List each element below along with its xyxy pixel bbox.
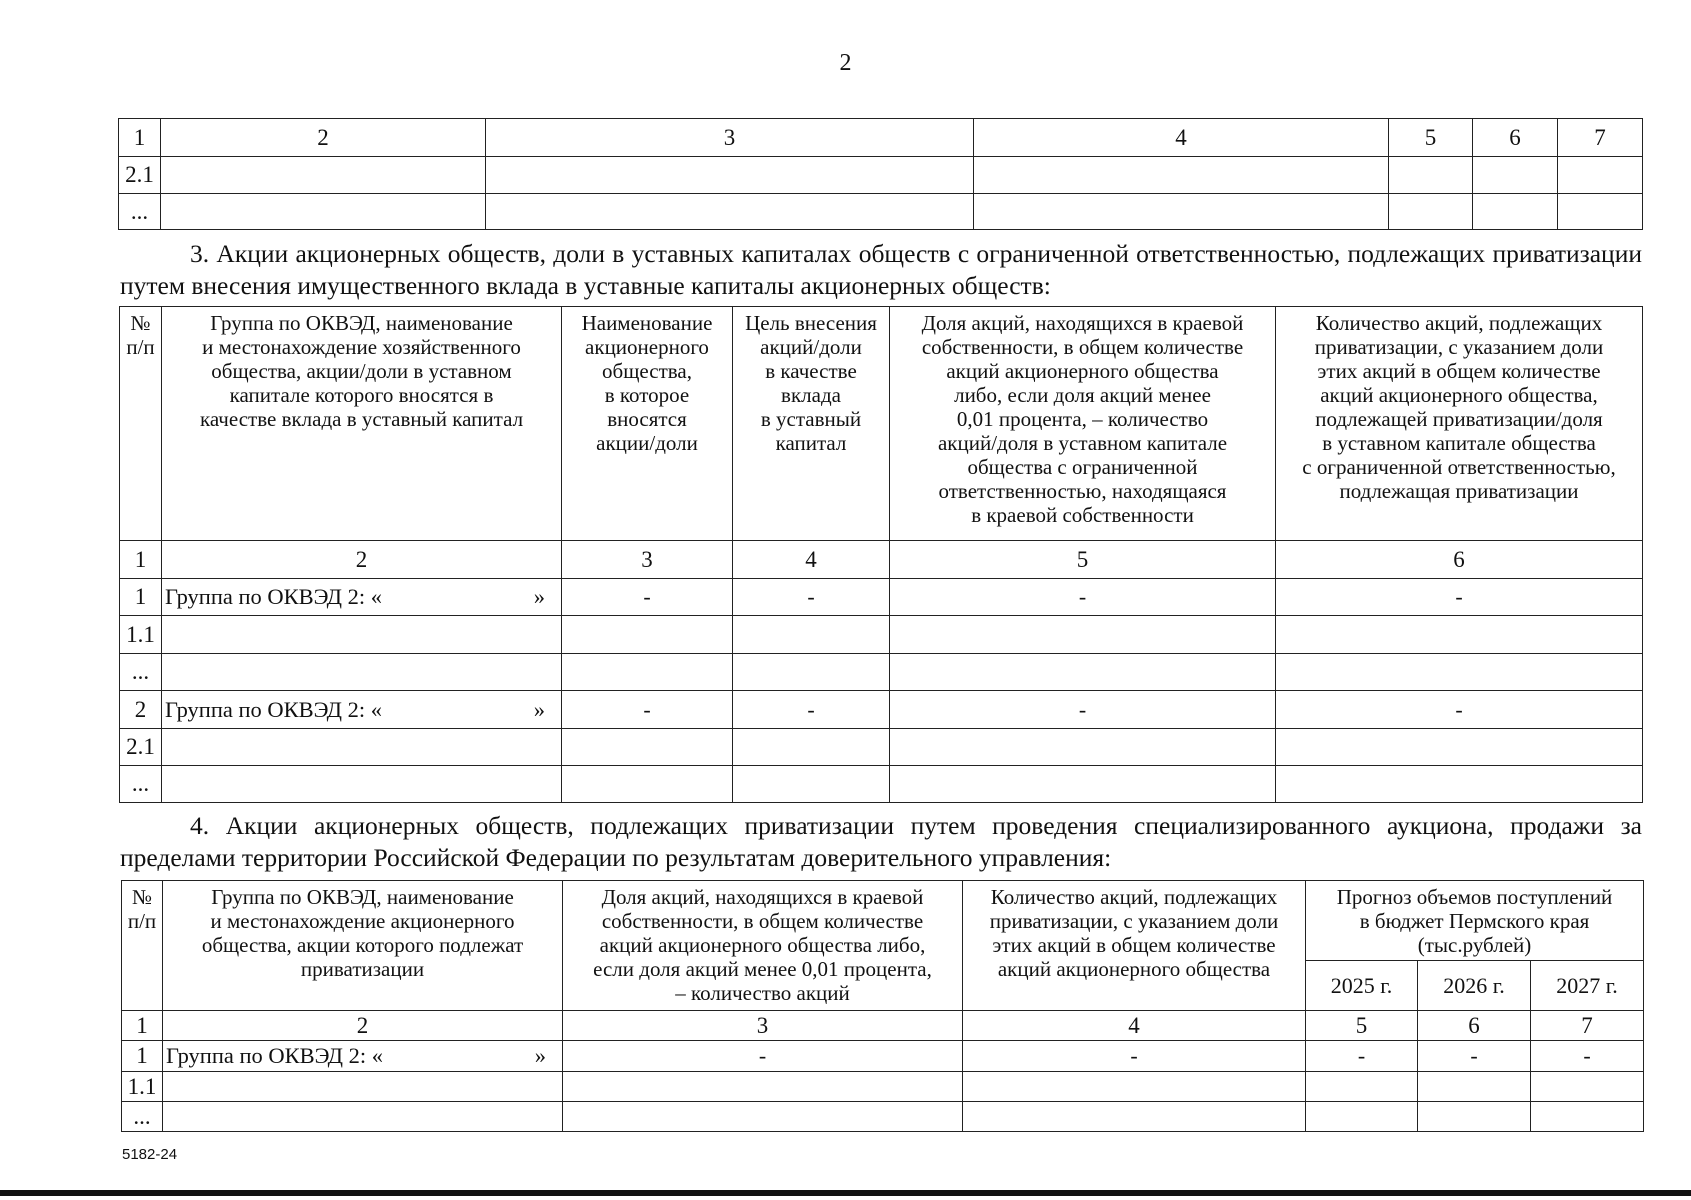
group-cell (163, 1041, 563, 1072)
row-number: 1.1 (122, 1072, 163, 1102)
table-row (122, 1102, 1644, 1132)
table-section4 (121, 880, 1644, 1132)
header-cell-num: № п/п (122, 881, 163, 1011)
row-number: ... (122, 1102, 163, 1132)
group-cell (162, 691, 562, 729)
header-cell-num: № п/п (120, 307, 162, 541)
table-row (122, 1041, 1644, 1072)
dash-cell: - (890, 579, 1276, 616)
year-header: 2026 г. (1418, 961, 1531, 1011)
col-num: 3 (562, 541, 733, 579)
header-cell-share: Доля акций, находящихся в краевой собственности, в общем количестве акций акционерного общества либо, если доля акций менее 0,01 процента, – количество акций/доля в уставном капитале общества с ограниченной ответственностью, находящаяся в краевой собственности (890, 307, 1276, 541)
table-row (120, 766, 1643, 803)
group-close-quote: » (533, 696, 545, 722)
col-num: 5 (890, 541, 1276, 579)
row-number: 2.1 (119, 157, 161, 194)
year-header: 2025 г. (1306, 961, 1418, 1011)
group-close-quote: » (533, 584, 545, 609)
table-row (119, 157, 1643, 194)
table-row (120, 616, 1643, 654)
col-num: 3 (486, 119, 974, 157)
dash-cell: - (890, 691, 1276, 729)
header-cell-purpose: Цель внесения акций/доли в качестве вклада в уставный капитал (733, 307, 890, 541)
col-num: 5 (1389, 119, 1473, 157)
header-cell-group: Группа по ОКВЭД, наименование и местонахождение хозяйственного общества, акции/доли в уставном капитале которого вносятся в качестве вклада в уставный капитал (162, 307, 562, 541)
dash-cell: - (963, 1041, 1306, 1072)
header-cell-company: Наименование акционерного общества, в которое вносятся акции/доли (562, 307, 733, 541)
dash-cell: - (563, 1041, 963, 1072)
dash-cell: - (1276, 579, 1643, 616)
table-row (120, 654, 1643, 691)
table-row (119, 194, 1643, 230)
col-num: 4 (733, 541, 890, 579)
col-num: 3 (563, 1011, 963, 1041)
header-cell-quantity: Количество акций, подлежащих приватизации, с указанием доли этих акций в общем количестве акций акционерного общества (963, 881, 1306, 1011)
col-num: 4 (963, 1011, 1306, 1041)
col-num: 2 (163, 1011, 563, 1041)
column-number-row (120, 541, 1643, 579)
group-label: Группа по ОКВЭД 2: « (165, 696, 382, 722)
col-num: 1 (122, 1011, 163, 1041)
row-number: 1 (122, 1041, 163, 1072)
group-close-quote: » (534, 1043, 546, 1068)
col-num: 2 (161, 119, 486, 157)
col-num: 1 (120, 541, 162, 579)
table-row (120, 579, 1643, 616)
table-row (120, 729, 1643, 766)
page-number: 2 (839, 50, 852, 76)
row-number: 2 (120, 691, 162, 729)
row-number: ... (120, 766, 162, 803)
row-number: ... (120, 654, 162, 691)
col-num: 7 (1558, 119, 1643, 157)
table-row (120, 691, 1643, 729)
col-num: 7 (1531, 1011, 1644, 1041)
column-number-row (122, 1011, 1644, 1041)
row-number: 1 (120, 579, 162, 616)
group-label: Группа по ОКВЭД 2: « (165, 584, 382, 609)
dash-cell: - (562, 579, 733, 616)
table-row (122, 1072, 1644, 1102)
header-cell-group: Группа по ОКВЭД, наименование и местонахождение акционерного общества, акции которого подлежат приватизации (163, 881, 563, 1011)
dash-cell: - (1531, 1041, 1644, 1072)
header-cell-quantity: Количество акций, подлежащих приватизации, с указанием доли этих акций в общем количестве акций акционерного общества, подлежащей приватизации/доля в уставном капитале общества с ограниченной ответственностью, подлежащая приватизации (1276, 307, 1643, 541)
col-num: 1 (119, 119, 161, 157)
year-header: 2027 г. (1531, 961, 1644, 1011)
group-cell (162, 579, 562, 616)
document-code: 5182-24 (122, 1146, 178, 1163)
dash-cell: - (733, 691, 890, 729)
col-num: 6 (1473, 119, 1558, 157)
header-cell-forecast: Прогноз объемов поступлений в бюджет Пермского края (тыс.рублей) (1306, 881, 1644, 961)
section-4-heading: 4. Акции акционерных обществ, подлежащих приватизации путем проведения специализированного аукциона, продажи за пределами территории Российской Федерации по результатам доверительного управления: (120, 811, 1642, 872)
row-number: 1.1 (120, 616, 162, 654)
dash-cell: - (733, 579, 890, 616)
table-section2-continuation (118, 118, 1643, 230)
row-number: ... (119, 194, 161, 230)
col-num: 6 (1418, 1011, 1531, 1041)
col-num: 2 (162, 541, 562, 579)
col-num: 6 (1276, 541, 1643, 579)
section-3-heading: 3. Акции акционерных обществ, доли в уставных капиталах обществ с ограниченной ответственностью, подлежащих приватизации путем внесения имущественного вклада в уставные капиталы акционерных обществ: (120, 239, 1642, 300)
scan-edge-line (0, 1190, 1691, 1196)
column-number-row (119, 119, 1643, 157)
header-row (120, 307, 1643, 541)
dash-cell: - (1276, 691, 1643, 729)
table-section3 (119, 306, 1643, 803)
dash-cell: - (562, 691, 733, 729)
col-num: 5 (1306, 1011, 1418, 1041)
col-num: 4 (974, 119, 1389, 157)
group-label: Группа по ОКВЭД 2: « (166, 1043, 383, 1068)
row-number: 2.1 (120, 729, 162, 766)
dash-cell: - (1306, 1041, 1418, 1072)
dash-cell: - (1418, 1041, 1531, 1072)
header-cell-share: Доля акций, находящихся в краевой собственности, в общем количестве акций акционерного общества либо, если доля акций менее 0,01 процента, – количество акций (563, 881, 963, 1011)
